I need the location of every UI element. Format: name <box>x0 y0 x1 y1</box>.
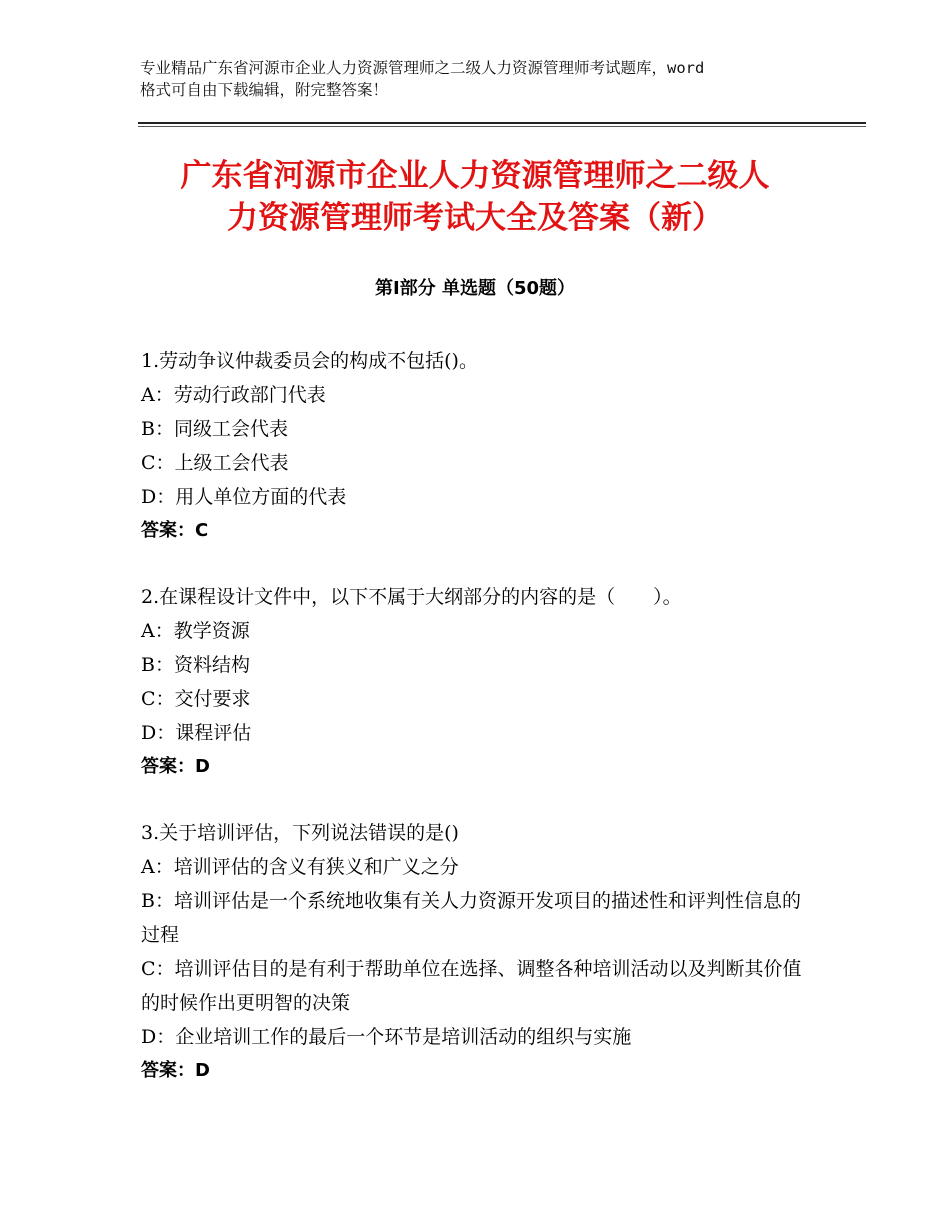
question-stem: 3.关于培训评估，下列说法错误的是() <box>141 822 459 844</box>
option-a: A：劳动行政部门代表 <box>141 384 326 406</box>
question-list <box>141 344 821 1120</box>
answer-label: 答案：D <box>141 756 210 777</box>
option-b: B：资料结构 <box>141 654 250 676</box>
document-title-line: 广东省河源市企业人力资源管理师之二级人 <box>180 158 770 194</box>
header-note <box>140 57 830 101</box>
question-stem: 1.劳动争议仲裁委员会的构成不包括()。 <box>141 350 478 372</box>
header-note-line: 格式可自由下载编辑，附完整答案！ <box>140 81 389 99</box>
question-item <box>141 816 821 1088</box>
option-a: A：培训评估的含义有狭义和广义之分 <box>141 856 459 878</box>
option-c: C：交付要求 <box>141 688 251 710</box>
answer-label: 答案：D <box>141 1060 210 1081</box>
question-stem: 2.在课程设计文件中，以下不属于大纲部分的内容的是（ ）。 <box>141 586 682 608</box>
option-b: B：培训评估是一个系统地收集有关人力资源开发项目的描述性和评判性信息的过程 <box>141 890 801 946</box>
header-divider-thin <box>138 126 866 127</box>
answer-label: 答案：C <box>141 520 209 541</box>
document-title <box>120 155 830 239</box>
question-item <box>141 580 821 784</box>
option-a: A：教学资源 <box>141 620 250 642</box>
option-d: D：用人单位方面的代表 <box>141 486 347 508</box>
question-item <box>141 344 821 548</box>
option-d: D：课程评估 <box>141 722 252 744</box>
header-divider <box>138 122 866 124</box>
option-b: B：同级工会代表 <box>141 418 288 440</box>
option-d: D：企业培训工作的最后一个环节是培训活动的组织与实施 <box>141 1026 632 1048</box>
document-title-line: 力资源管理师考试大全及答案（新） <box>227 200 723 236</box>
section-title: 第Ⅰ部分 单选题（50题） <box>374 278 575 299</box>
option-c: C：培训评估目的是有利于帮助单位在选择、调整各种培训活动以及判断其价值的时候作出更明智的决策 <box>141 958 802 1014</box>
option-c: C：上级工会代表 <box>141 452 289 474</box>
header-note-line: 专业精品广东省河源市企业人力资源管理师之二级人力资源管理师考试题库，word <box>140 59 705 77</box>
